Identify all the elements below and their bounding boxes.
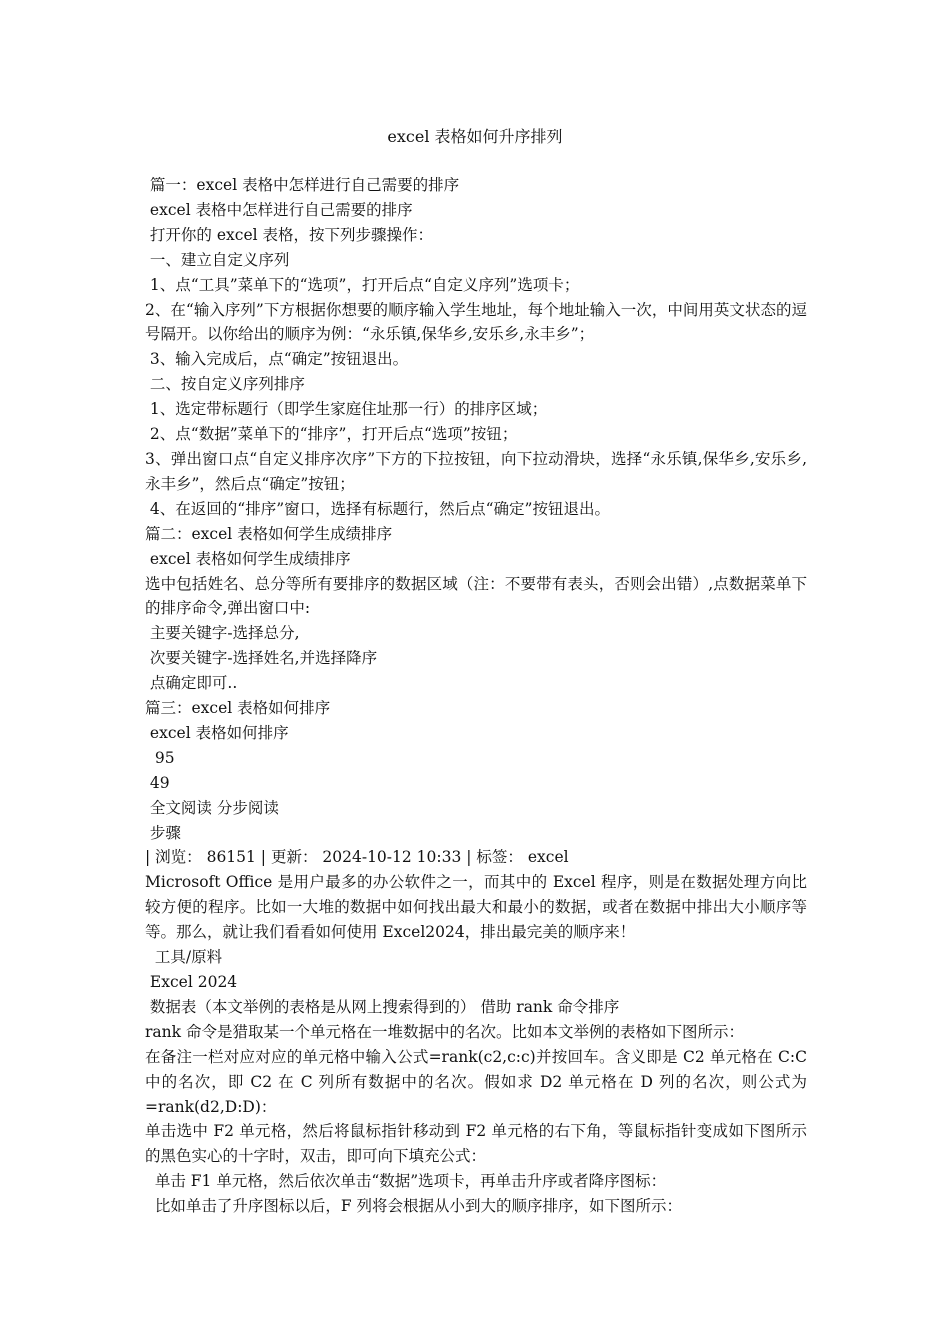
text-line: excel 表格如何排序: [145, 723, 289, 742]
text-line: 主要关键字-选择总分,: [145, 624, 300, 643]
text-paragraph: 单击选中 F2 单元格，然后将鼠标指针移动到 F2 单元格的右下角，等鼠标指针变成如下图所示的黑色实心的十字时，双击，即可向下填充公式：: [145, 1122, 807, 1166]
text-line: 打开你的 excel 表格，按下列步骤操作：: [145, 225, 434, 244]
text-line: excel 表格中怎样进行自己需要的排序: [145, 200, 413, 219]
text-paragraph: Microsoft Office 是用户最多的办公软件之一，而其中的 Excel 程序，则是在数据处理方向比较方便的程序。比如一大堆的数据中如何找出最大和最小的数据，或者在数据中排出大小顺序等等。那么，就让我们看看如何使用 Excel2024，排出最完美的顺序来！: [145, 873, 807, 942]
document-title: excel 表格如何升序排列: [387, 127, 563, 146]
text-line: 数据表（本文举例的表格是从网上搜索得到的） 借助 rank 命令排序: [145, 997, 620, 1016]
text-line: 全文阅读 分步阅读: [145, 798, 279, 817]
text-line: 3、输入完成后，点“确定”按钮退出。: [145, 350, 409, 369]
text-line: rank 命令是猎取某一个单元格在一堆数据中的名次。比如本文举例的表格如下图所示：: [145, 1022, 744, 1041]
text-paragraph: 在备注一栏对应对应的单元格中输入公式=rank(c2,c:c)并按回车。含义即是 C2 单元格在 C:C 中的名次，即 C2 在 C 列所有数据中的名次。假如求 D2 单元格在 D 列的名次，则公式为=rank(d2,D:D)：: [145, 1047, 807, 1116]
text-line: 步骤: [145, 823, 181, 842]
text-line: 工具/原料: [145, 948, 223, 967]
text-line: 95: [145, 748, 175, 767]
text-line: 次要关键字-选择姓名,并选择降序: [145, 649, 378, 668]
text-line: 49: [145, 773, 170, 792]
text-line: 比如单击了升序图标以后，F 列将会根据从小到大的顺序排序，如下图所示：: [145, 1197, 683, 1216]
text-line: 篇一：excel 表格中怎样进行自己需要的排序: [145, 176, 460, 194]
text-line: 1、点“工具”菜单下的“选项”，打开后点“自定义序列”选项卡；: [145, 275, 580, 294]
text-line: 一、建立自定义序列: [145, 250, 290, 269]
text-line: 4、在返回的“排序”窗口，选择有标题行，然后点“确定”按钮退出。: [145, 499, 610, 518]
text-line: 点确定即可..: [145, 674, 238, 693]
text-paragraph: 3、弹出窗口点“自定义排序次序”下方的下拉按钮，向下拉动滑块，选择“永乐镇,保华乡,安乐乡,永丰乡”，然后点“确定”按钮；: [145, 449, 807, 493]
document-body: [145, 173, 807, 1219]
text-line: 单击 F1 单元格，然后依次单击“数据”选项卡，再单击升序或者降序图标：: [145, 1172, 667, 1191]
text-line: excel 表格如何学生成绩排序: [145, 549, 351, 568]
section-heading: 篇三：excel 表格如何排序: [145, 699, 331, 718]
text-line: 二、按自定义序列排序: [145, 375, 305, 394]
text-line: Excel 2024: [145, 973, 238, 991]
text-line: 1、选定带标题行（即学生家庭住址那一行）的排序区域；: [145, 400, 548, 419]
section-heading: 篇二：excel 表格如何学生成绩排序: [145, 524, 393, 543]
text-line: 2、点“数据”菜单下的“排序”，打开后点“选项”按钮；: [145, 425, 518, 444]
text-paragraph: 2、在“输入序列”下方根据你想要的顺序输入学生地址，每个地址输入一次，中间用英文状态的逗号隔开。以你给出的顺序为例：“永乐镇,保华乡,安乐乡,永丰乡”；: [145, 300, 807, 344]
meta-line: | 浏览： 86151 | 更新： 2024-10-12 10:33 | 标签： excel: [145, 848, 569, 867]
text-paragraph: 选中包括姓名、总分等所有要排序的数据区域（注：不要带有表头，否则会出错）,点数据菜单下的排序命令,弹出窗口中:: [145, 574, 807, 618]
